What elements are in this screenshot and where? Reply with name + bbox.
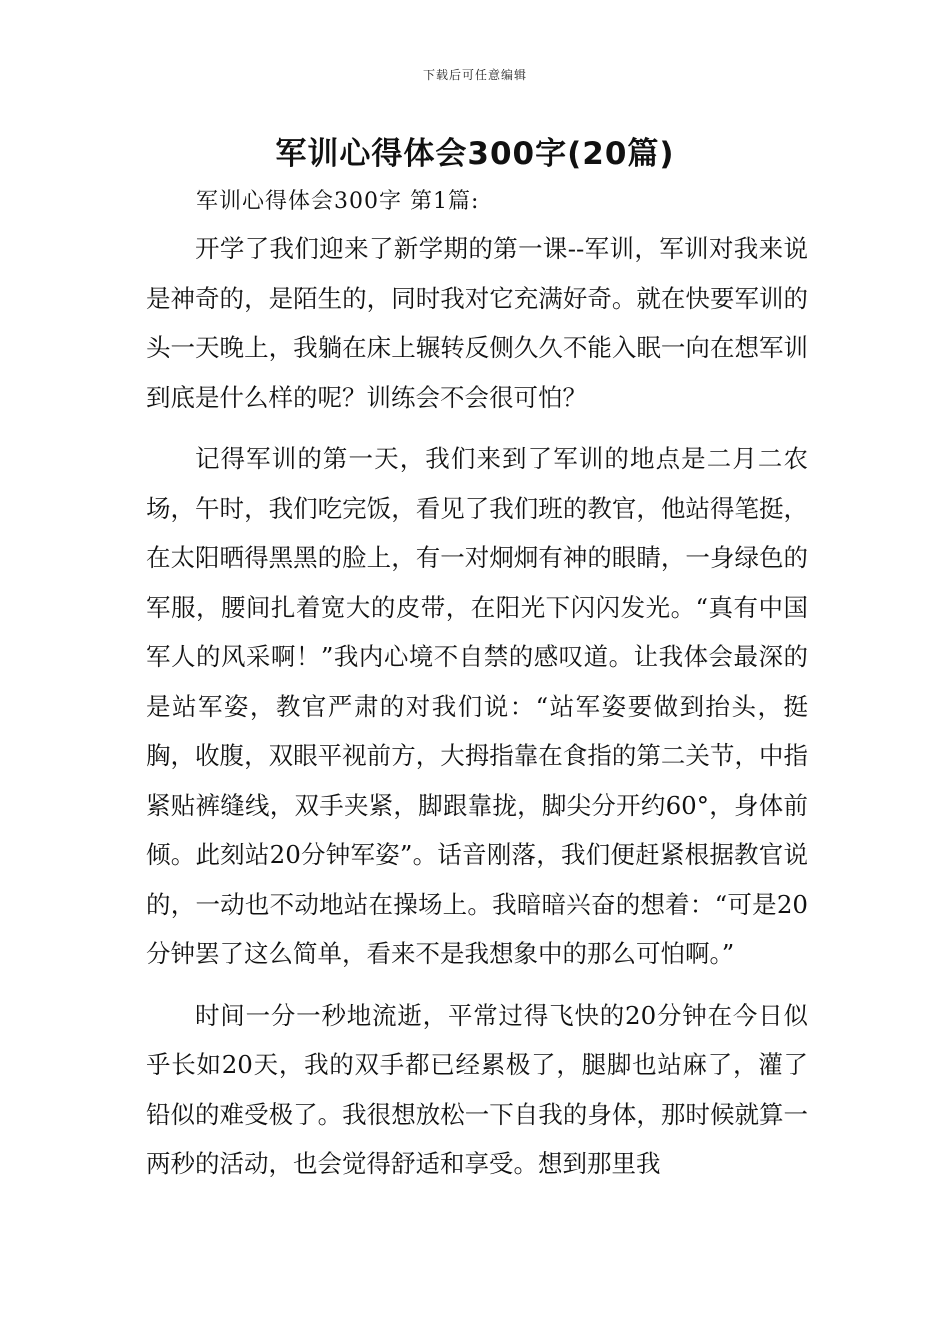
paragraph-3: 时间一分一秒地流逝，平常过得飞快的20分钟在今日似乎长如20天，我的双手都已经累极了，腿脚也站麻了，灌了铅似的难受极了。我很想放松一下自我的身体，那时候就算一两秒的活动，也会觉得舒适和享受。想到那里我 (146, 1000, 808, 1178)
document-title: 军训心得体会300字(20篇) (275, 136, 675, 172)
paragraph-2: 记得军训的第一天，我们来到了军训的地点是二月二农场，午时，我们吃完饭，看见了我们班的教官，他站得笔挺，在太阳晒得黑黑的脸上，有一对炯炯有神的眼睛，一身绿色的军服，腰间扎着宽大的皮带，在阳光下闪闪发光。“真有中国军人的风采啊！”我内心境不自禁的感叹道。让我体会最深的是站军姿，教官严肃的对我们说：“站军姿要做到抬头，挺胸，收腹，双眼平视前方，大拇指靠在食指的第二关节，中指紧贴裤缝线，双手夹紧，脚跟靠拢，脚尖分开约60°，身体前倾。此刻站20分钟军姿”。话音刚落，我们便赶紧根据教官说的，一动也不动地站在操场上。我暗暗兴奋的想着：“可是20分钟罢了这么简单，看来不是我想象中的那么可怕啊。” (146, 444, 808, 968)
section-subtitle: 军训心得体会300字 第1篇: (196, 189, 480, 214)
paragraph-1: 开学了我们迎来了新学期的第一课--军训，军训对我来说是神奇的，是陌生的，同时我对它充满好奇。就在快要军训的头一天晚上，我躺在床上辗转反侧久久不能入眠一向在想军训到底是什么样的呢？训练会不会很可怕？ (146, 234, 808, 412)
article-body (146, 224, 808, 1201)
header-note: 下载后可任意编辑 (422, 68, 527, 82)
